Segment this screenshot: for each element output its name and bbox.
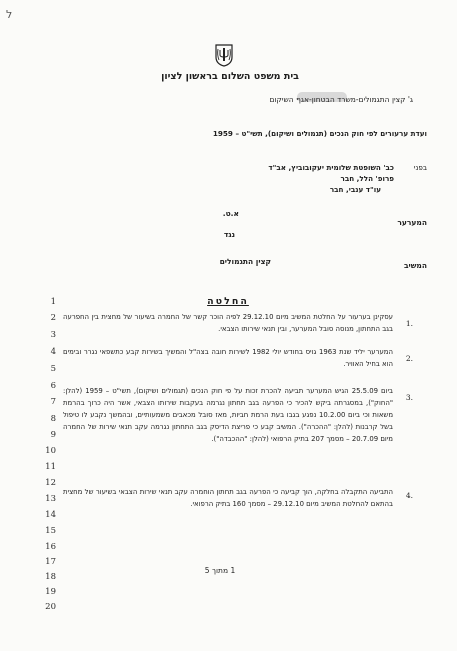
line-number: 8 [50,414,56,424]
versus-label: נגד [223,230,235,239]
appellant-label: המערער [397,218,427,227]
line-number: 10 [45,446,56,456]
decision-paragraph: ביום 25.5.09 הגיש המערער תביעה להכרת זכות על פי חוק הנכים (תגמולים ושיקום), תשי"ט – 1959 (להלן: "החוק"), במסגרתה ביקש להכיר כי הפרעה בגב תחתון נגרמה בעקבות שירותו הצבאי, אשר היה כרוך בהרמת משאות וכי ביום 10.2.00 נפגע בגבו בעת הרמת חביות, מאז סובל מכאבים משמעותיים, ובהמשך נקבע לו טיפול בשל קרבנות (להלן: "ההכרה"). המשיב קבע כי פריצת הדיסק בגב התחתון נגרמה עקב תנאי שירות של החמרה מיום 20.7.09 – מסמך 207 בתיק הרפואי (להלן: "ההכבדה"). [63,387,394,443]
line-number: 16 [45,542,56,552]
line-number: 19 [45,587,56,597]
state-emblem-icon [213,43,235,67]
line-number: 1 [50,297,56,307]
respondent-label: המשיב [403,261,427,270]
line-number: 18 [45,572,56,582]
decision-paragraph: התביעה התקבלה בחלקה, הוך קביעה כי הפרעה בגב תחתון הוחמרה עקב תנאי שירות הצבאי בשיעור של מחצית בהתאם להחלטת המשיב מיום 29.12.10 – מסמך 160 בתיק הרפואי. [63,488,393,508]
line-number: 4 [50,347,56,357]
respondent-name: קצין התגמולים [219,257,271,266]
panel-label: בפני [413,163,427,172]
line-number: 15 [45,526,56,536]
decision-heading: החלטה [207,296,249,307]
panel-member: פרופ' הלל, חבר [340,174,394,183]
line-number: 13 [45,494,56,504]
paragraph-number: 3. [405,393,413,402]
line-number: 17 [45,557,56,567]
line-number: 3 [50,330,56,340]
committee-line: ועדת ערעורים לפי חוק הנכים (תגמולים ושיקום), תשי"ט – 1959 [212,129,427,138]
paragraph-number: 1. [405,319,413,328]
line-number: 20 [45,602,56,612]
paragraph-number: 2. [405,354,413,363]
decision-paragraph: עסקינן בערעור על החלטת המשיב מיום 29.12.10 לפיה הוכר קשר של החמרה בשיעור של מחצית בין החפרעה בגב התחתון, מנוסה סובל המערער, ובין תנאי שירותו הצבאי. [63,313,393,333]
line-number: 2 [50,313,56,323]
decision-paragraph: המערער יליד שנת 1963 גויס בחודש יולי 1982 לשירות חובה בצה"ל והמשיך בשירות קבע כתשפאי נגרר ובימים הוא בחיל האוויר. [63,348,393,368]
line-number: 14 [45,510,56,520]
panel-member: עו"ד ענבי, חבר [329,185,381,194]
line-number: 6 [50,381,56,391]
corner-mark: ל [6,8,13,21]
court-title: בית משפט השלום בראשון לציון [161,71,299,82]
line-number: 7 [50,397,56,407]
line-number: 9 [50,430,56,440]
appellant-name: א.ט. [222,209,239,218]
page-footer: 1 מתוך 5 [204,566,236,575]
panel-member: כב' השופטת שלומית יעקובוביץ, אב"ד [268,163,394,172]
line-number: 12 [45,478,56,488]
case-line: ג' קצין התגמולים-משרד הבטחון-אגף השיקום [269,95,413,104]
line-number: 5 [50,364,56,374]
paragraph-number: 4. [405,491,413,500]
line-number: 11 [45,462,56,472]
